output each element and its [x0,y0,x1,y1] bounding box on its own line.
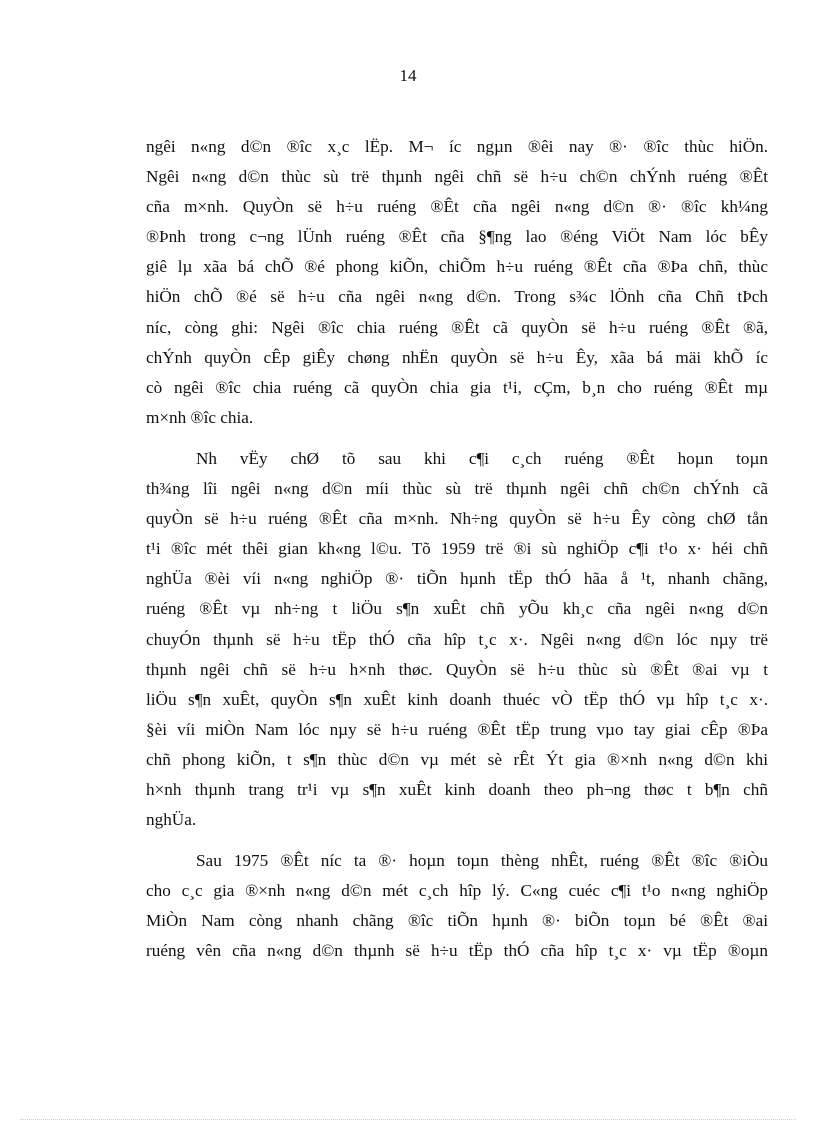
text-line: cò ngêi ®îc chia ruéng cã quyÒn chia gia t¹i, cÇm, b¸n cho ruéng ®Êt mµ [146,377,768,397]
body-text [146,132,768,967]
paragraph [146,846,768,966]
text-line: thµnh ngêi chñ së h÷u h×nh thøc. QuyÒn së h÷u thùc sù ®Êt ®ai vµ t [146,659,768,679]
text-line: Ngêi n«ng d©n thùc sù trë thµnh ngêi chñ së h÷u ch©n chÝnh ruéng ®Êt [146,167,768,187]
text-line: ®Þnh trong c¬ng lÜnh ruéng ®Êt cña §¶ng lao ®éng ViÖt Nam lóc bÊy [146,227,768,247]
text-line: th¾ng lîi ngêi n«ng d©n míi thùc sù trë thµnh ngêi chñ ch©n chÝnh cã [146,479,768,499]
text-line: níc, còng ghi: Ngêi ®îc chia ruéng ®Êt cã quyÒn së h÷u ruéng ®Êt ®ã, [146,317,768,337]
text-line: giê lµ xãa bá chÕ ®é phong kiÕn, chiÕm h÷u ruéng ®Êt cña ®Þa chñ, thùc [146,257,768,277]
text-line: cña m×nh. QuyÒn së h÷u ruéng ®Êt cña ngêi n«ng d©n ®· ®îc kh¼ng [146,197,768,217]
paragraph [146,444,768,835]
paragraph [146,132,768,433]
text-line: MiÒn Nam còng nhanh chãng ®îc tiÕn hµnh ®· biÕn toµn bé ®Êt ®ai [146,911,768,931]
text-line: liÖu s¶n xuÊt, quyÒn s¶n xuÊt kinh doanh thuéc vÒ tËp thÓ vµ hîp t¸c x·. [146,689,768,709]
text-line: §èi víi miÒn Nam lóc nµy së h÷u ruéng ®Êt tËp trung vµo tay giai cÊp ®Þa [146,719,768,739]
text-line: chÝnh quyÒn cÊp giÊy chøng nhËn quyÒn së h÷u Êy, xãa bá mäi khÕ íc [146,347,768,367]
text-line: ruéng ®Êt vµ nh÷ng t liÖu s¶n xuÊt chñ yÕu kh¸c cña ngêi n«ng d©n [146,599,768,619]
text-line: hiÖn chÕ ®é së h÷u cña ngêi n«ng d©n. Trong s¾c lÖnh cña Chñ tÞch [146,287,768,307]
text-line: chuyÓn thµnh së h÷u tËp thÓ cña hîp t¸c x·. Ngêi n«ng d©n lóc nµy trë [146,629,768,649]
text-line: t¹i ®îc mét thêi gian kh«ng l©u. Tõ 1959 trë ®i sù nghiÖp c¶i t¹o x· héi chñ [146,539,768,559]
page-number: 14 [399,66,417,85]
text-line: nghÜa. [146,810,197,830]
page-bottom-divider [20,1119,796,1120]
text-line: ngêi n«ng d©n ®îc x¸c lËp. M¬ íc ngµn ®êi nay ®· ®îc thùc hiÖn. [146,137,768,156]
text-line: ruéng vên cña n«ng d©n thµnh së h÷u tËp thÓ cña hîp t¸c x· vµ tËp ®oµn [146,941,768,961]
text-line: quyÒn së h÷u ruéng ®Êt cña m×nh. Nh÷ng quyÒn së h÷u Êy còng chØ tån [146,509,768,529]
text-line: nghÜa ®èi víi n«ng nghiÖp ®· tiÕn hµnh tËp thÓ hãa å ¹t, nhanh chãng, [146,569,768,589]
text-line: Sau 1975 ®Êt níc ta ®· hoµn toµn thèng nhÊt, ruéng ®Êt ®îc ®iÒu [196,851,768,871]
text-line: cho c¸c gia ®×nh n«ng d©n mét c¸ch hîp lý. C«ng cuéc c¶i t¹o n«ng nghiÖp [146,881,768,901]
text-line: h×nh thµnh trang tr¹i vµ s¶n xuÊt kinh doanh theo ph¬ng thøc t b¶n chñ [146,779,768,799]
text-line: chñ phong kiÕn, t s¶n thùc d©n vµ mét sè rÊt Ýt gia ®×nh n«ng d©n khi [146,749,768,769]
text-line: Nh vËy chØ tõ sau khi c¶i c¸ch ruéng ®Êt hoµn toµn [196,448,768,468]
text-line: m×nh ®îc chia. [146,407,254,427]
